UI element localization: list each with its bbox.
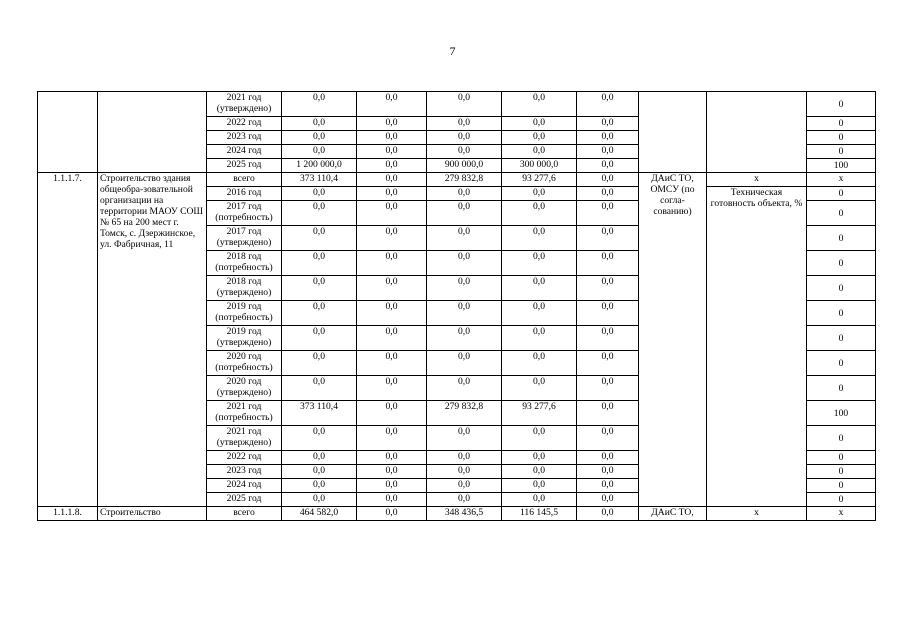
value-cell: 0,0	[577, 376, 639, 401]
value-cell: 0,0	[357, 426, 427, 451]
value-cell: 0,0	[427, 187, 502, 201]
value-cell: 0,0	[357, 276, 427, 301]
value-cell: 0,0	[282, 276, 357, 301]
indicator-value-cell: 0	[807, 226, 876, 251]
value-cell: 0,0	[427, 351, 502, 376]
value-cell: 0,0	[577, 426, 639, 451]
value-cell: 0,0	[577, 117, 639, 131]
value-cell: 0,0	[357, 401, 427, 426]
value-cell: 0,0	[577, 131, 639, 145]
code-cell: 1.1.1.8.	[38, 507, 98, 521]
indicator-value-cell: 0	[807, 145, 876, 159]
value-cell: 0,0	[577, 479, 639, 493]
value-cell: 0,0	[502, 92, 577, 117]
value-cell: 300 000,0	[502, 159, 577, 173]
value-cell: 93 277,6	[502, 401, 577, 426]
value-cell: 0,0	[577, 201, 639, 226]
value-cell: 0,0	[282, 465, 357, 479]
value-cell: 279 832,8	[427, 401, 502, 426]
value-cell: 0,0	[427, 201, 502, 226]
indicator-value-cell: 0	[807, 251, 876, 276]
value-cell: 0,0	[357, 131, 427, 145]
indicator-value-cell: 0	[807, 376, 876, 401]
responsible-cell	[639, 92, 707, 173]
value-cell: 0,0	[357, 92, 427, 117]
value-cell: 0,0	[282, 187, 357, 201]
value-cell: 0,0	[357, 251, 427, 276]
value-cell: 0,0	[502, 131, 577, 145]
value-cell: 0,0	[357, 351, 427, 376]
value-cell: 0,0	[357, 493, 427, 507]
value-cell: 0,0	[357, 465, 427, 479]
year-cell: 2020 год (утверждено)	[207, 376, 282, 401]
indicator-value-cell: 0	[807, 451, 876, 465]
value-cell: 0,0	[282, 326, 357, 351]
indicator-value-cell: 0	[807, 326, 876, 351]
value-cell: 0,0	[577, 187, 639, 201]
indicator-value-cell: 0	[807, 117, 876, 131]
value-cell: 0,0	[282, 131, 357, 145]
year-cell: 2024 год	[207, 145, 282, 159]
value-cell: 0,0	[577, 507, 639, 521]
value-cell: 0,0	[427, 465, 502, 479]
value-cell: 348 436,5	[427, 507, 502, 521]
value-cell: 0,0	[427, 276, 502, 301]
value-cell: 0,0	[502, 479, 577, 493]
indicator-name-cell: Техническая готовность объекта, %	[707, 187, 807, 507]
value-cell: 0,0	[502, 451, 577, 465]
year-cell: 2023 год	[207, 131, 282, 145]
name-cell: Строительство здания общеобра-зовательной организации на территории МАОУ СОШ № 65 на 200 мест г. Томск, с. Дзержинское, ул. Фабричная, 11	[98, 173, 207, 507]
value-cell: 373 110,4	[282, 173, 357, 187]
year-cell: 2021 год (утверждено)	[207, 426, 282, 451]
page-number: 7	[449, 44, 456, 58]
indicator-value-cell: 0	[807, 131, 876, 145]
value-cell: 0,0	[282, 145, 357, 159]
year-cell: 2025 год	[207, 159, 282, 173]
indicator-name-cell: х	[707, 173, 807, 187]
table-row	[38, 92, 876, 117]
value-cell: 0,0	[502, 351, 577, 376]
value-cell: 0,0	[282, 451, 357, 465]
value-cell: 0,0	[357, 173, 427, 187]
indicator-name-cell: х	[707, 507, 807, 521]
indicator-value-cell: 0	[807, 426, 876, 451]
value-cell: 1 200 000,0	[282, 159, 357, 173]
year-cell: всего	[207, 173, 282, 187]
year-cell: 2018 год (потребность)	[207, 251, 282, 276]
table-row	[38, 173, 876, 187]
value-cell: 0,0	[577, 226, 639, 251]
value-cell: 0,0	[577, 301, 639, 326]
year-cell: 2023 год	[207, 465, 282, 479]
year-cell: 2022 год	[207, 451, 282, 465]
value-cell: 0,0	[502, 493, 577, 507]
value-cell: 0,0	[502, 251, 577, 276]
indicator-value-cell: 0	[807, 201, 876, 226]
value-cell: 0,0	[502, 326, 577, 351]
indicator-value-cell: 0	[807, 493, 876, 507]
value-cell: 0,0	[282, 426, 357, 451]
value-cell: 0,0	[577, 145, 639, 159]
year-cell: 2025 год	[207, 493, 282, 507]
value-cell: 0,0	[427, 493, 502, 507]
indicator-value-cell: 0	[807, 187, 876, 201]
value-cell: 0,0	[427, 251, 502, 276]
value-cell: 279 832,8	[427, 173, 502, 187]
value-cell: 0,0	[357, 145, 427, 159]
value-cell: 0,0	[427, 226, 502, 251]
value-cell: 0,0	[282, 301, 357, 326]
value-cell: 0,0	[282, 493, 357, 507]
value-cell: 0,0	[502, 226, 577, 251]
indicator-value-cell: 0	[807, 479, 876, 493]
value-cell: 0,0	[357, 301, 427, 326]
value-cell: 0,0	[282, 479, 357, 493]
responsible-cell: ДАиС ТО, ОМСУ (по согла-сованию)	[639, 173, 707, 507]
value-cell: 0,0	[357, 326, 427, 351]
value-cell: 116 145,5	[502, 507, 577, 521]
value-cell: 0,0	[282, 201, 357, 226]
indicator-value-cell: 0	[807, 301, 876, 326]
value-cell: 0,0	[357, 201, 427, 226]
value-cell: 0,0	[502, 117, 577, 131]
indicator-value-cell: 0	[807, 92, 876, 117]
value-cell: 0,0	[357, 479, 427, 493]
indicator-value-cell: 100	[807, 401, 876, 426]
year-cell: 2021 год (утверждено)	[207, 92, 282, 117]
year-cell: 2016 год	[207, 187, 282, 201]
value-cell: 0,0	[427, 301, 502, 326]
value-cell: 0,0	[577, 465, 639, 479]
value-cell: 0,0	[357, 159, 427, 173]
indicator-value-cell: 0	[807, 351, 876, 376]
value-cell: 0,0	[357, 187, 427, 201]
value-cell: 0,0	[502, 301, 577, 326]
value-cell: 0,0	[427, 92, 502, 117]
name-cell: Строительство	[98, 507, 207, 521]
value-cell: 0,0	[282, 117, 357, 131]
value-cell: 0,0	[357, 507, 427, 521]
value-cell: 0,0	[502, 187, 577, 201]
value-cell: 0,0	[427, 326, 502, 351]
value-cell: 0,0	[577, 451, 639, 465]
year-cell: 2019 год (утверждено)	[207, 326, 282, 351]
indicator-value-cell: 100	[807, 159, 876, 173]
table-row	[38, 507, 876, 521]
value-cell: 0,0	[577, 401, 639, 426]
value-cell: 0,0	[577, 173, 639, 187]
value-cell: 0,0	[357, 226, 427, 251]
value-cell: 0,0	[427, 451, 502, 465]
value-cell: 0,0	[577, 251, 639, 276]
value-cell: 0,0	[577, 159, 639, 173]
value-cell: 0,0	[427, 376, 502, 401]
year-cell: 2021 год (потребность)	[207, 401, 282, 426]
indicator-value-cell: 0	[807, 276, 876, 301]
value-cell: 0,0	[357, 376, 427, 401]
value-cell: 0,0	[427, 117, 502, 131]
value-cell: 0,0	[502, 201, 577, 226]
indicator-value-cell: 0	[807, 465, 876, 479]
value-cell: 0,0	[577, 326, 639, 351]
value-cell: 0,0	[357, 451, 427, 465]
indicator-value-cell: х	[807, 507, 876, 521]
value-cell: 0,0	[282, 351, 357, 376]
value-cell: 93 277,6	[502, 173, 577, 187]
value-cell: 0,0	[357, 117, 427, 131]
year-cell: 2018 год (утверждено)	[207, 276, 282, 301]
responsible-cell: ДАиС ТО,	[639, 507, 707, 521]
value-cell: 0,0	[427, 479, 502, 493]
value-cell: 0,0	[502, 465, 577, 479]
value-cell: 0,0	[427, 145, 502, 159]
year-cell: 2022 год	[207, 117, 282, 131]
value-cell: 0,0	[577, 351, 639, 376]
value-cell: 373 110,4	[282, 401, 357, 426]
value-cell: 0,0	[282, 226, 357, 251]
value-cell: 0,0	[577, 493, 639, 507]
value-cell: 0,0	[282, 376, 357, 401]
value-cell: 0,0	[502, 145, 577, 159]
year-cell: 2019 год (потребность)	[207, 301, 282, 326]
year-cell: 2024 год	[207, 479, 282, 493]
year-cell: всего	[207, 507, 282, 521]
value-cell: 0,0	[577, 276, 639, 301]
value-cell: 464 582,0	[282, 507, 357, 521]
value-cell: 0,0	[502, 426, 577, 451]
value-cell: 0,0	[502, 376, 577, 401]
program-table	[37, 91, 876, 521]
name-cell	[98, 92, 207, 173]
year-cell: 2017 год (потребность)	[207, 201, 282, 226]
value-cell: 0,0	[427, 426, 502, 451]
year-cell: 2020 год (потребность)	[207, 351, 282, 376]
value-cell: 0,0	[282, 251, 357, 276]
value-cell: 0,0	[427, 131, 502, 145]
code-cell	[38, 92, 98, 173]
indicator-value-cell: х	[807, 173, 876, 187]
value-cell: 0,0	[577, 92, 639, 117]
value-cell: 0,0	[502, 276, 577, 301]
indicator-name-cell	[707, 92, 807, 173]
year-cell: 2017 год (утверждено)	[207, 226, 282, 251]
code-cell: 1.1.1.7.	[38, 173, 98, 507]
value-cell: 0,0	[282, 92, 357, 117]
value-cell: 900 000,0	[427, 159, 502, 173]
